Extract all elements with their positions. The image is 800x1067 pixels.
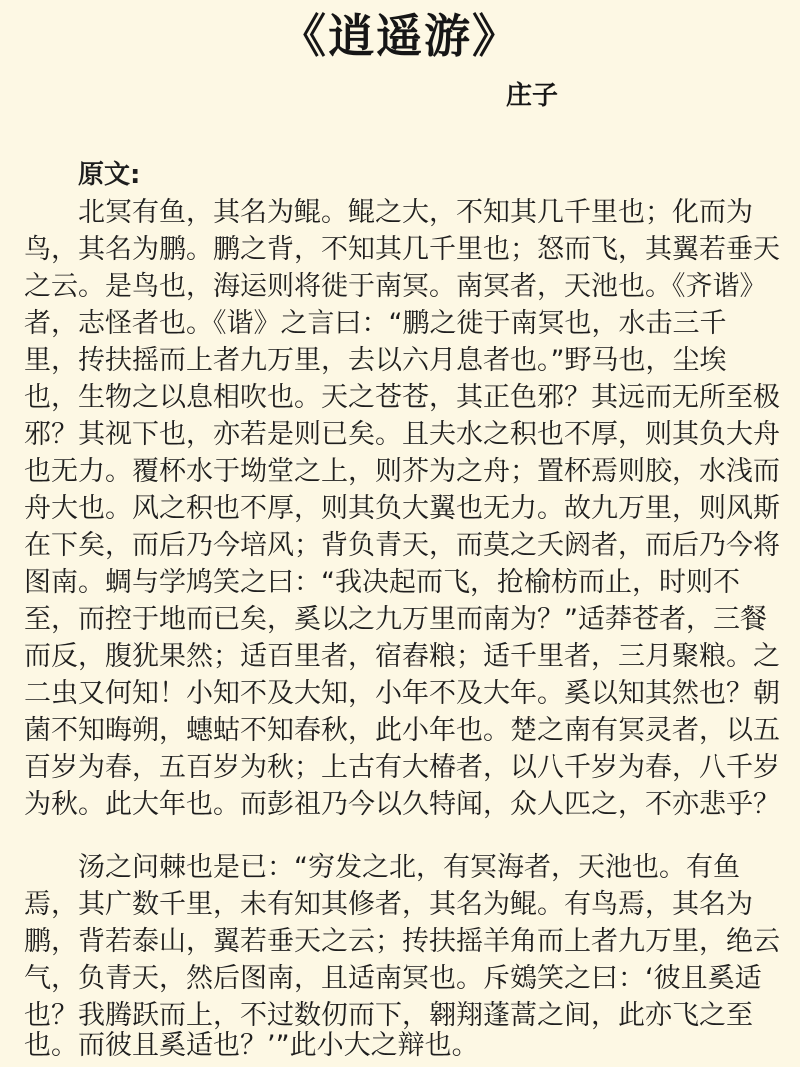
page-title: 《逍遥游》 bbox=[280, 9, 520, 63]
text-line: 之云。是鸟也，海运则将徙于南冥。南冥者，天池也。《齐谐》 bbox=[24, 271, 767, 302]
text-line: 里，抟扶摇而上者九万里，去以六月息者也。”野马也，尘埃 bbox=[24, 345, 727, 376]
section-label: 原文: bbox=[78, 160, 141, 190]
text-line: 舟大也。风之积也不厚，则其负大翼也无力。故九万里，则风斯 bbox=[24, 493, 780, 524]
text-line: 二虫又何知！小知不及大知，小年不及大年。奚以知其然也？朝 bbox=[24, 678, 780, 709]
text-line: 为秋。此大年也。而彭祖乃今以久特闻，众人匹之，不亦悲乎？ bbox=[24, 789, 780, 820]
text-line: 在下矣，而后乃今培风；背负青天，而莫之夭阏者，而后乃今将 bbox=[24, 530, 780, 561]
text-line: 焉，其广数千里，未有知其修者，其名为鲲。有鸟焉，其名为 bbox=[24, 889, 753, 920]
text-line: 鹏，背若泰山，翼若垂天之云；抟扶摇羊角而上者九万里，绝云 bbox=[24, 926, 780, 957]
text-line: 汤之问棘也是已：“穷发之北，有冥海者，天池也。有鱼 bbox=[78, 852, 740, 883]
text-line: 图南。蜩与学鸠笑之曰：“我决起而飞，抢榆枋而止，时则不 bbox=[24, 567, 740, 598]
text-line: 菌不知晦朔，蟪蛄不知春秋，此小年也。楚之南有冥灵者，以五 bbox=[24, 715, 780, 746]
text-line: 而反，腹犹果然；适百里者，宿舂粮；适千里者，三月聚粮。之 bbox=[24, 641, 780, 672]
text-line: 百岁为春，五百岁为秋；上古有大椿者，以八千岁为春，八千岁 bbox=[24, 752, 780, 783]
text-line: 也？我腾跃而上，不过数仞而下，翱翔蓬蒿之间，此亦飞之至 bbox=[24, 1000, 753, 1031]
text-line: 也，生物之以息相吹也。天之苍苍，其正色邪？其远而无所至极 bbox=[24, 382, 780, 413]
text-line: 者，志怪者也。《谐》之言曰：“鹏之徙于南冥也，水击三千 bbox=[24, 308, 727, 339]
text-line: 鸟，其名为鹏。鹏之背，不知其几千里也；怒而飞，其翼若垂天 bbox=[24, 234, 780, 265]
text-line: 至，而控于地而已矣，奚以之九万里而南为？”适莽苍者，三餐 bbox=[24, 604, 767, 635]
text-line: 气，负青天，然后图南，且适南冥也。斥鴳笑之曰：‘彼且奚适 bbox=[24, 963, 762, 994]
text-line: 也无力。覆杯水于坳堂之上，则芥为之舟；置杯焉则胶，水浅而 bbox=[24, 456, 780, 487]
text-line: 邪？其视下也，亦若是则已矣。且夫水之积也不厚，则其负大舟 bbox=[24, 419, 780, 450]
text-line: 也。而彼且奚适也？’”此小大之辩也。 bbox=[24, 1030, 479, 1061]
text-line: 北冥有鱼，其名为鲲。鲲之大，不知其几千里也；化而为 bbox=[78, 197, 753, 228]
author-name: 庄子 bbox=[506, 81, 559, 111]
